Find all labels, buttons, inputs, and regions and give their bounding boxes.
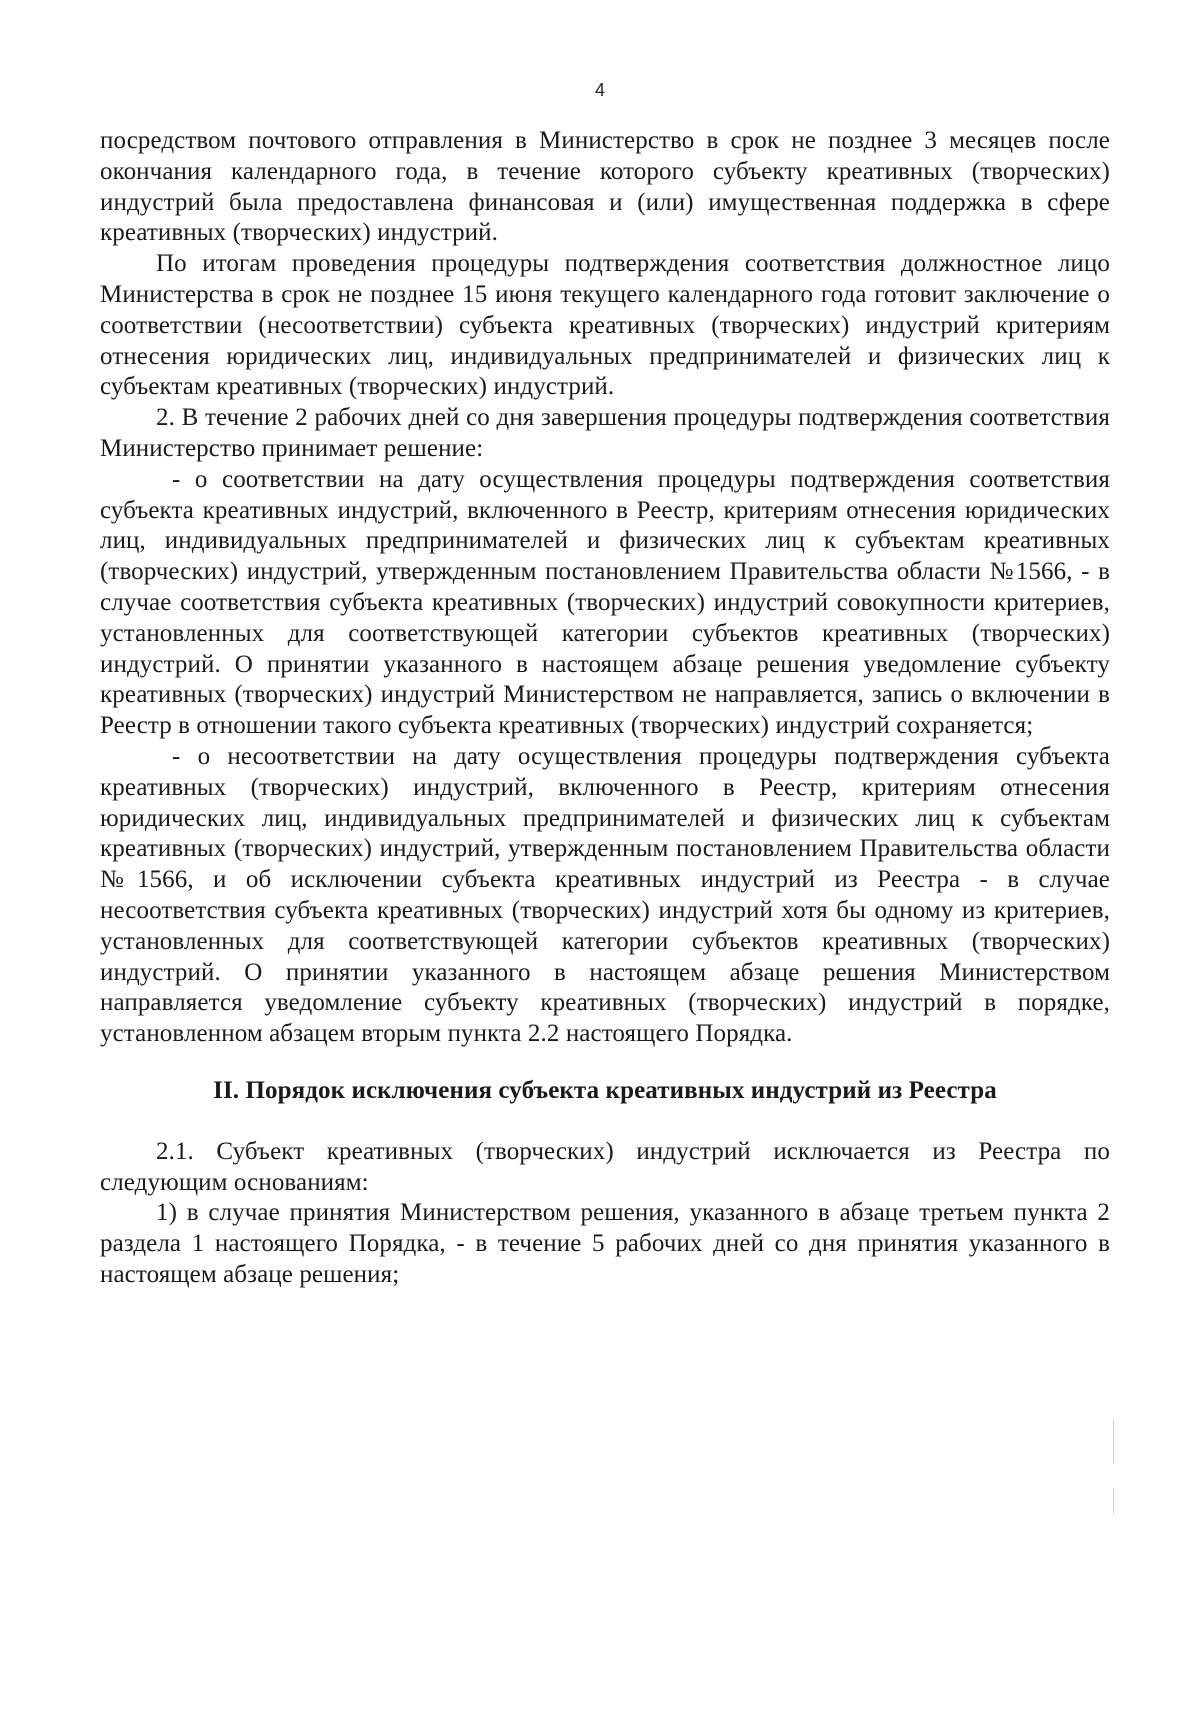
paragraph-subitem-1: 1) в случае принятия Министерством решения, указанного в абзаце третьем пункта 2 раздела 1 настоящего Порядка, - в течение 5 рабочих дней со дня принятия указанного в настоящем абзаце решения; — [100, 1199, 1110, 1288]
paragraph-item-2-1: 2.1. Субъект креативных (творческих) индустрий исключается из Реестра по следующим основаниям: — [100, 1137, 1110, 1196]
paragraph-continuation: посредством почтового отправления в Министерство в срок не позднее 3 месяцев после окончания календарного года, в течение которого субъекту креативных (творческих) индустрий была предоставлена финансовая и (или) имущественная поддержка в сфере креативных (творческих) индустрий. — [100, 127, 1110, 247]
page-number: 4 — [594, 80, 605, 100]
paragraph-conformity-conclusion: По итогам проведения процедуры подтверждения соответствия должностное лицо Министерства в срок не позднее 15 июня текущего календарного года готовит заключение о соответствии (несоответствии) субъекта креативных (творческих) индустрий критериям отнесения юридических лиц, индивидуальных предпринимателей и физических лиц к субъектам креативных (творческих) индустрий. — [100, 250, 1110, 401]
section-title: II. Порядок исключения субъекта креативных индустрий из Реестра — [213, 1076, 997, 1104]
paragraph-item-2: 2. В течение 2 рабочих дней со дня завершения процедуры подтверждения соответствия Министерство принимает решение: — [100, 404, 1110, 462]
scan-mark — [1113, 1488, 1114, 1514]
paragraph-conformity-decision: - о соответствии на дату осуществления процедуры подтверждения соответствия субъекта креативных индустрий, включенного в Реестр, критериям отнесения юридических лиц, индивидуальных предпринимателей и физических лиц к субъектам креативных (творческих) индустрий, утвержденным постановлением Правительства области №1566, - в случае соответствия субъекта креативных (творческих) индустрий совокупности критериев, установленных для соответствующей категории субъектов креативных (творческих) индустрий. О принятии указанного в настоящем абзаце решения уведомление субъекту креативных (творческих) индустрий Министерством не направляется, запись о включении в Реестр в отношении такого субъекта креативных (творческих) индустрий сохраняется; — [100, 465, 1110, 740]
scan-mark — [1113, 1420, 1114, 1464]
document-body — [100, 126, 1110, 1291]
paragraph-nonconformity-decision: - о несоответствии на дату осуществления процедуры подтверждения субъекта креативных (творческих) индустрий, включенного в Реестр, критериям отнесения юридических лиц, индивидуальных предпринимателей и физических лиц к субъектам креативных (творческих) индустрий, утвержденным постановлением Правительства области №1566, и об исключении субъекта креативных индустрий из Реестра - в случае несоответствия субъекта креативных (творческих) индустрий хотя бы одному из критериев, установленных для соответствующей категории субъектов креативных (творческих) индустрий. О принятии указанного в настоящем абзаце решения Министерством направляется уведомление субъекту креативных (творческих) индустрий в порядке, установленном абзацем вторым пункта 2.2 настоящего Порядка. — [100, 742, 1110, 1048]
